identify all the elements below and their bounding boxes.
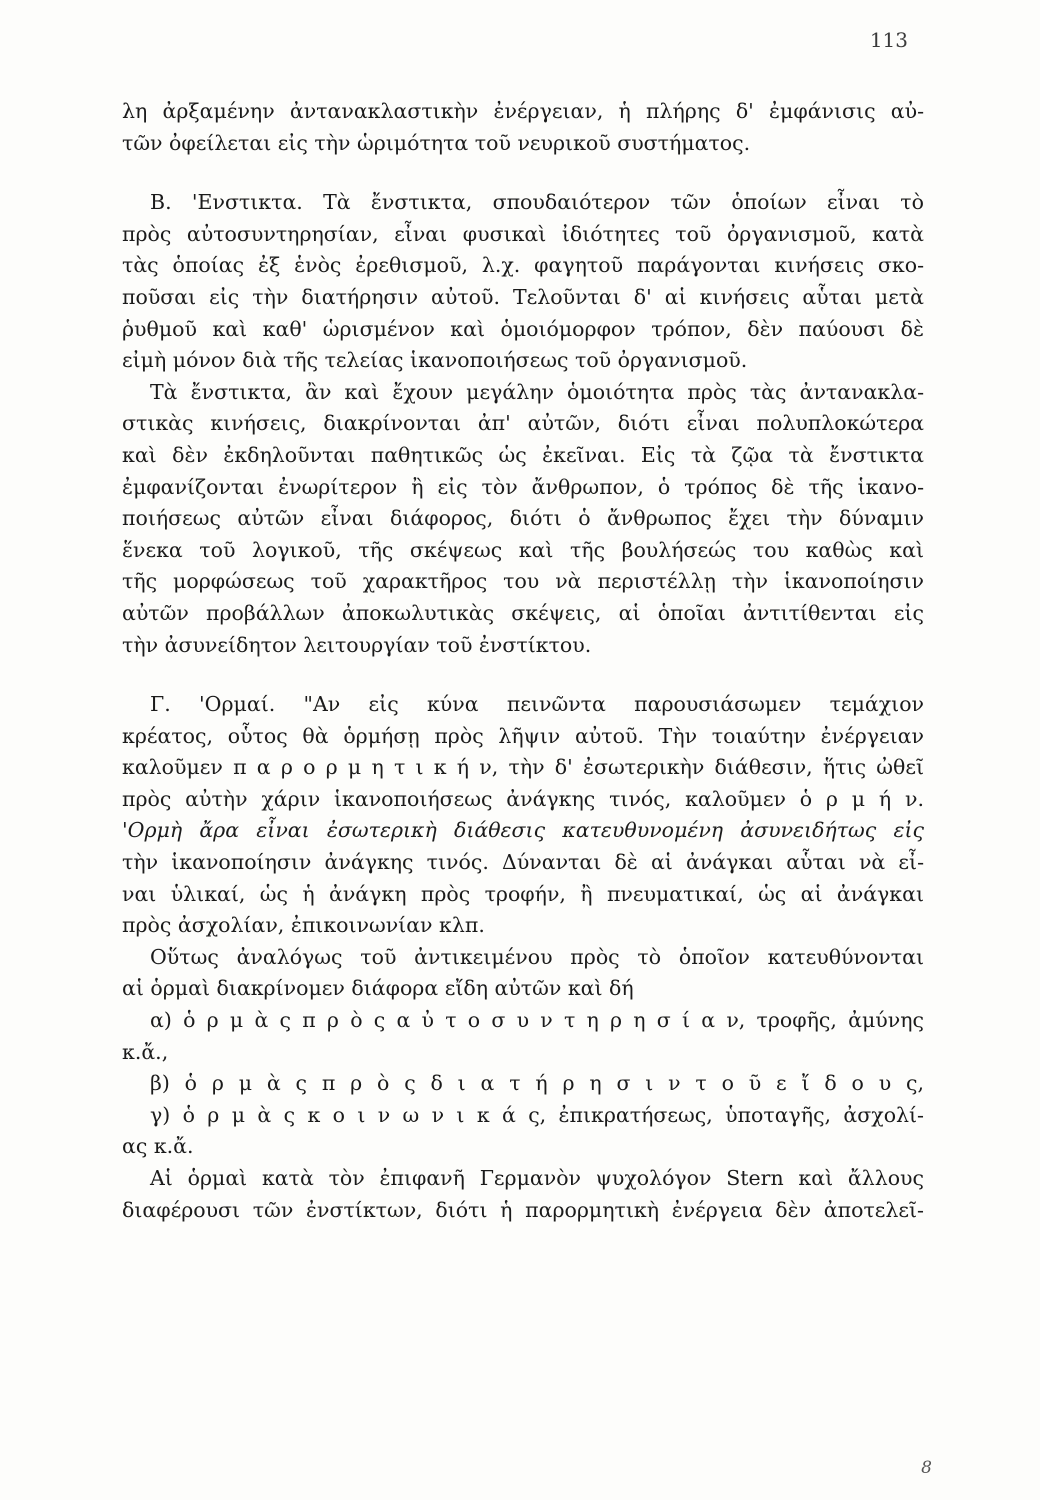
page-number: 113	[869, 28, 908, 52]
list-item-line: κ.ἄ.,	[122, 1039, 169, 1064]
text-line: ῥυθμοῦ καὶ καθ' ὡρισμένον καὶ ὁμοιόμορφον τρόπον, δὲν παύουσι δὲ	[122, 316, 924, 341]
text-line: ποιήσεως αὐτῶν εἶναι διάφορος, διότι ὁ ἄνθρωπος ἔχει τὴν δύναμιν	[122, 506, 924, 531]
text-line: διαφέρουσι τῶν ἐνστίκτων, διότι ἡ παρορμητικὴ ἐνέργεια δὲν ἀποτελεῖ-	[122, 1197, 924, 1222]
text-line: καὶ δὲν ἐκδηλοῦνται παθητικῶς ὡς ἐκεῖναι. Εἰς τὰ ζῷα τὰ ἔνστικτα	[122, 442, 924, 467]
body-text	[122, 96, 924, 1226]
text-line: καλοῦμεν π α ρ ο ρ μ η τ ι κ ή ν, τὴν δ' ἐσωτερικὴν διάθεσιν, ἥτις ὠθεῖ	[122, 755, 924, 780]
text-line: αἱ ὁρμαὶ διακρίνομεν διάφορα εἴδη αὐτῶν καὶ δή	[122, 976, 634, 1001]
text-line: Τὰ ἔνστικτα, ἂν καὶ ἔχουν μεγάλην ὁμοιότητα πρὸς τὰς ἀντανακλα-	[150, 379, 924, 404]
text-line: ποῦσαι εἰς τὴν διατήρησιν αὐτοῦ. Τελοῦνται δ' αἱ κινήσεις αὗται μετὰ	[122, 284, 924, 309]
section-heading-line: Γ. 'Ορμαί. "Αν εἰς κύνα πεινῶντα παρουσιάσωμεν τεμάχιον	[150, 692, 924, 717]
text-line: ἕνεκα τοῦ λογικοῦ, τῆς σκέψεως καὶ τῆς βουλήσεώς του καθὼς καὶ	[122, 537, 924, 562]
text-line: στικὰς κινήσεις, διακρίνονται ἀπ' αὐτῶν, διότι εἶναι πολυπλοκώτερα	[122, 411, 924, 436]
text-line: Αἱ ὁρμαὶ κατὰ τὸν ἐπιφανῆ Γερμανὸν ψυχολόγον Stern καὶ ἄλλους	[150, 1166, 924, 1190]
text-line: λη ἀρξαμένην ἀντανακλαστικὴν ἐνέργειαν, ἡ πλήρης δ' ἐμφάνισις αὐ-	[122, 99, 924, 123]
text-line: πρὸς ἀσχολίαν, ἐπικοινωνίαν κλπ.	[122, 913, 485, 938]
text-line: τῆς μορφώσεως τοῦ χαρακτῆρος του νὰ περιστέλλῃ τὴν ἱκανοποίησιν	[122, 569, 924, 594]
list-item-line: β) ὁ ρ μ ὰ ς π ρ ὸ ς δ ι α τ ή ρ η σ ι ν τ ο ῦ ε ἴ δ ο υ ς,	[150, 1071, 924, 1096]
text-line: τὴν ἀσυνείδητον λειτουργίαν τοῦ ἐνστίκτου.	[122, 632, 592, 657]
text-line: αὐτῶν προβάλλων ἀποκωλυτικὰς σκέψεις, αἱ ὁποῖαι ἀντιτίθενται εἰς	[122, 600, 924, 625]
text-line: ναι ὑλικαί, ὡς ἡ ἀνάγκη πρὸς τροφήν, ἢ πνευματικαί, ὡς αἱ ἀνάγκαι	[122, 881, 924, 906]
text-line: τὰς ὁποίας ἐξ ἑνὸς ἐρεθισμοῦ, λ.χ. φαγητοῦ παράγονται κινήσεις σκο-	[122, 253, 924, 278]
section-heading-line: Β. 'Ενστικτα. Τὰ ἔνστικτα, σπουδαιότερον τῶν ὁποίων εἶναι τὸ	[150, 190, 924, 215]
list-item-line: α) ὁ ρ μ ὰ ς π ρ ὸ ς α ὐ τ ο σ υ ν τ η ρ η σ ί α ν, τροφῆς, ἀμύνης	[150, 1008, 924, 1033]
text-line: ἐμφανίζονται ἐνωρίτερον ἢ εἰς τὸν ἄνθρωπον, ὁ τρόπος δὲ τῆς ἱκανο-	[122, 474, 924, 499]
text-line: πρὸς αὐτὴν χάριν ἱκανοποιήσεως ἀνάγκης τινός, καλοῦμεν ὁ ρ μ ή ν.	[122, 786, 924, 811]
text-line: Οὕτως ἀναλόγως τοῦ ἀντικειμένου πρὸς τὸ ὁποῖον κατευθύνονται	[150, 944, 924, 969]
text-line: κρέατος, οὗτος θὰ ὁρμήσῃ πρὸς λῆψιν αὐτοῦ. Τὴν τοιαύτην ἐνέργειαν	[122, 723, 924, 748]
text-line: εἰμὴ μόνον διὰ τῆς τελείας ἱκανοποιήσεως τοῦ ὀργανισμοῦ.	[122, 348, 748, 373]
text-line: 'Ορμὴ ἄρα εἶναι ἐσωτερικὴ διάθεσις κατευθυνομένη ἀσυνειδήτως εἰς	[122, 818, 924, 843]
list-item-line: ας κ.ἄ.	[122, 1134, 194, 1159]
list-item-line: γ) ὁ ρ μ ὰ ς κ ο ι ν ω ν ι κ ά ς, ἐπικρατήσεως, ὑποταγῆς, ἀσχολί-	[150, 1102, 924, 1127]
printer-signature-mark: 8	[921, 1458, 932, 1478]
text-line: τῶν ὀφείλεται εἰς τὴν ὡριμότητα τοῦ νευρικοῦ συστήματος.	[122, 130, 751, 155]
text-line: τὴν ἱκανοποίησιν ἀνάγκης τινός. Δύνανται δὲ αἱ ἀνάγκαι αὗται νὰ εἶ-	[122, 850, 924, 875]
text-line: πρὸς αὐτοσυντηρησίαν, εἶναι φυσικαὶ ἰδιότητες τοῦ ὀργανισμοῦ, κατὰ	[122, 221, 924, 246]
